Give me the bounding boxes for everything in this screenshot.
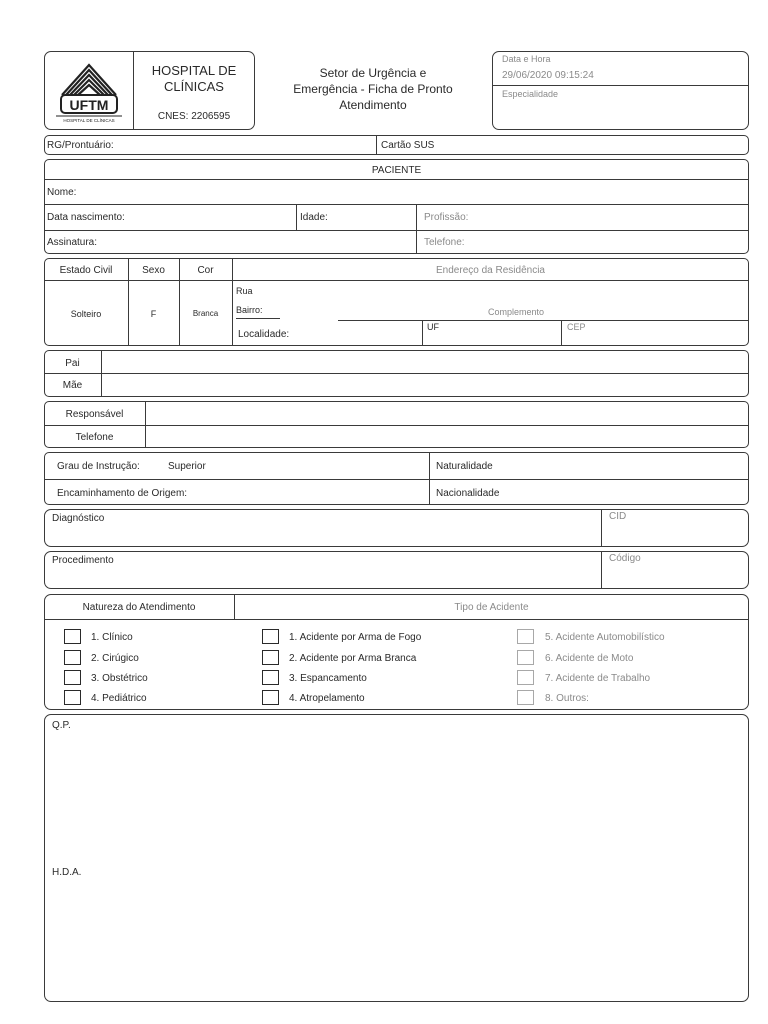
uf-label: UF [427, 322, 439, 332]
civil-status-label: Estado Civil [59, 265, 113, 276]
sex-label: Sexo [142, 265, 165, 276]
patient-line-1 [44, 179, 749, 180]
hospital-logo [50, 55, 128, 125]
locality-label: Localidade: [238, 329, 290, 340]
logo-caption: HOSPITAL DE CLÍNICAS [63, 118, 115, 123]
name-label: Nome: [47, 187, 77, 198]
motorcycle-checkbox[interactable] [517, 650, 534, 665]
uf-divider [422, 320, 423, 345]
district-underline-2 [338, 320, 749, 321]
district-label: Bairro: [236, 305, 263, 315]
instruction-label: Grau de Instrução: [57, 461, 140, 472]
guardian-line [44, 425, 749, 426]
street-label: Rua [236, 286, 253, 296]
sex-value: F [150, 309, 157, 319]
others-checkbox[interactable] [517, 690, 534, 705]
education-line [44, 479, 749, 480]
sus-label: Cartão SUS [381, 140, 435, 151]
datetime-value: 29/06/2020 09:15:24 [502, 70, 594, 81]
diagnosis-section [44, 509, 749, 547]
work-accident-option-label: 7. Acidente de Trabalho [545, 673, 651, 684]
civil-status-value: Solteiro [70, 309, 102, 319]
pediatric-checkbox[interactable] [64, 690, 81, 705]
patient-line-2 [44, 204, 749, 205]
accident-title: Tipo de Acidente [454, 602, 529, 613]
cnes-code: CNES: 2206595 [157, 111, 231, 122]
cep-divider [561, 320, 562, 345]
patient-age-divider [296, 204, 297, 230]
work-accident-checkbox[interactable] [517, 670, 534, 685]
beating-option-label: 3. Espancamento [289, 673, 367, 684]
code-label: Código [609, 553, 641, 564]
profession-label: Profissão: [424, 212, 469, 223]
procedure-divider [601, 552, 602, 588]
patient-right-divider [416, 204, 417, 254]
hospital-name-line2: CLÍNICAS [164, 79, 224, 94]
form-title-line3: Atendimento [339, 98, 407, 112]
clinical-checkbox[interactable] [64, 629, 81, 644]
datetime-label: Data e Hora [502, 54, 551, 64]
procedure-section [44, 551, 749, 589]
district-underline-1 [236, 318, 280, 319]
color-label: Cor [197, 265, 214, 276]
hda-label: H.D.A. [52, 867, 82, 878]
notes-section [44, 714, 749, 1002]
hospital-name-line1: HOSPITAL DE [151, 63, 237, 78]
logo-text: UFTM [69, 97, 109, 113]
referral-label: Encaminhamento de Origem: [57, 488, 188, 499]
motorcycle-option-label: 6. Acidente de Moto [545, 653, 634, 664]
responsible-label: Responsável [65, 409, 124, 420]
complement-label: Complemento [488, 307, 545, 317]
mother-label: Mãe [62, 380, 83, 391]
obstetric-option-label: 3. Obstétrico [91, 673, 148, 684]
run-over-option-label: 4. Atropelamento [289, 693, 365, 704]
civil-header-line [44, 280, 749, 281]
car-accident-checkbox[interactable] [517, 629, 534, 644]
rg-sus-divider [376, 136, 377, 154]
knife-checkbox[interactable] [262, 650, 279, 665]
address-title: Endereço da Residência [436, 265, 545, 276]
header-right-divider [492, 85, 748, 86]
patient-section-title: PACIENTE [371, 165, 422, 176]
diagnosis-label: Diagnóstico [52, 513, 105, 524]
rg-label: RG/Prontuário: [47, 140, 114, 151]
diagnosis-divider [601, 510, 602, 546]
obstetric-checkbox[interactable] [64, 670, 81, 685]
surgical-option-label: 2. Cirúgico [91, 653, 139, 664]
attendance-line [44, 619, 749, 620]
parents-line [44, 373, 749, 374]
surgical-checkbox[interactable] [64, 650, 81, 665]
procedure-label: Procedimento [52, 555, 114, 566]
car-accident-option-label: 5. Acidente Automobilístico [545, 632, 665, 643]
cep-label: CEP [567, 322, 586, 332]
knife-option-label: 2. Acidente por Arma Branca [289, 653, 417, 664]
color-value: Branca [192, 309, 219, 318]
form-title-line1: Setor de Urgência e [319, 66, 427, 80]
specialty-label: Especialidade [502, 89, 559, 99]
run-over-checkbox[interactable] [262, 690, 279, 705]
instruction-value: Superior [168, 461, 206, 472]
nature-title: Natureza do Atendimento [82, 602, 196, 613]
qp-label: Q.P. [52, 720, 71, 731]
naturality-label: Naturalidade [436, 461, 493, 472]
patient-line-3 [44, 230, 749, 231]
guardian-phone-label: Telefone [75, 432, 114, 443]
father-label: Pai [65, 358, 80, 369]
birthdate-label: Data nascimento: [47, 212, 125, 223]
firearm-option-label: 1. Acidente por Arma de Fogo [289, 632, 422, 643]
age-label: Idade: [300, 212, 328, 223]
beating-checkbox[interactable] [262, 670, 279, 685]
signature-label: Assinatura: [47, 237, 98, 248]
others-option-label: 8. Outros: [545, 693, 589, 704]
phone-label: Telefone: [424, 237, 465, 248]
form-title-line2: Emergência - Ficha de Pronto [293, 82, 453, 96]
cid-label: CID [609, 511, 627, 522]
nationality-label: Nacionalidade [436, 488, 500, 499]
firearm-checkbox[interactable] [262, 629, 279, 644]
pediatric-option-label: 4. Pediátrico [91, 693, 147, 704]
clinical-option-label: 1. Clínico [91, 632, 133, 643]
